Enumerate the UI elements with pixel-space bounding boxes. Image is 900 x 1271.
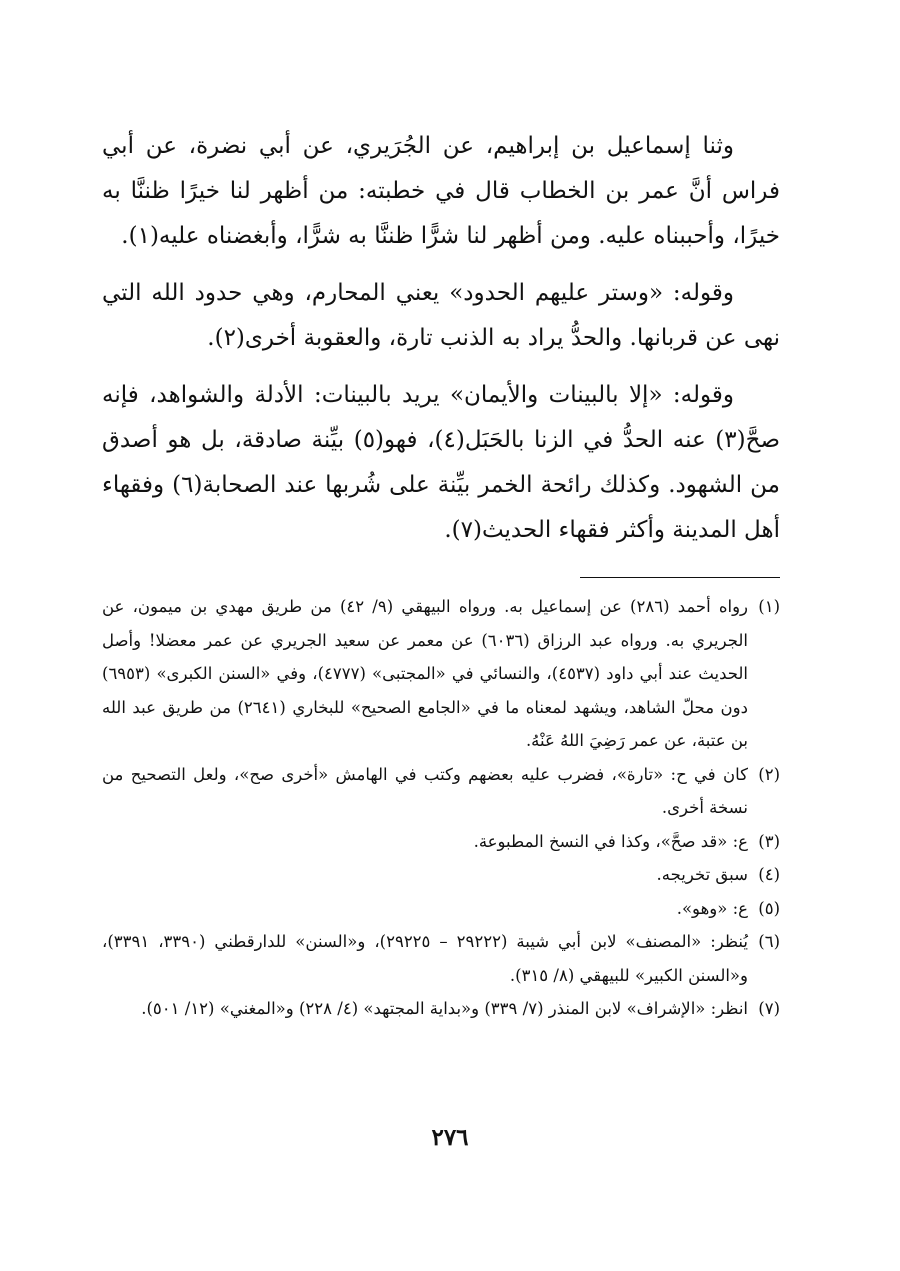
paragraph-1: وثنا إسماعيل بن إبراهيم، عن الجُرَيري، عن أبي نضرة، عن أبي فراس أنَّ عمر بن الخطاب قال في خطبته: من أظهر لنا خيرًا ظننَّا به خيرًا، وأحببناه عليه. ومن أظهر لنا شرًّا ظننَّا به شرًّا، وأبغضناه عليه(١). [102, 133, 780, 249]
footnote-6 [102, 925, 780, 992]
footnote-text: كان في ح: «تارة»، فضرب عليه بعضهم وكتب في الهامش «أخرى صح»، ولعل التصحيح من نسخة أخرى. [102, 764, 748, 817]
footnote-text: يُنظر: «المصنف» لابن أبي شيبة (٢٩٢٢٢ – ٢٩٢٢٥)، و«السنن» للدارقطني (٣٣٩٠، ٣٣٩١)، و«السنن الكبير» للبيهقي (٨/ ٣١٥). [102, 932, 748, 985]
footnote-number: (٧) [758, 999, 780, 1018]
footnote-7 [102, 992, 780, 1026]
footnote-2 [102, 758, 780, 825]
footnote-text: انظر: «الإشراف» لابن المنذر (٧/ ٣٣٩) و«بداية المجتهد» (٤/ ٢٢٨) و«المغني» (١٢/ ٥٠١). [141, 999, 748, 1018]
footnote-text: ع: «وهو». [676, 898, 748, 918]
footnote-3 [102, 825, 780, 859]
paragraph-3: وقوله: «إلا بالبينات والأيمان» يريد بالبينات: الأدلة والشواهد، فإنه صحَّ(٣) عنه الحدُّ في الزنا بالحَبَل(٤)، فهو(٥) بيِّنة صادقة، بل هو أصدق من الشهود. وكذلك رائحة الخمر بيِّنة على شُربها عند الصحابة(٦) وفقهاء أهل المدينة وأكثر فقهاء الحديث(٧). [102, 382, 780, 543]
footnote-text: رواه أحمد (٢٨٦) عن إسماعيل به. ورواه البيهقي (٩/ ٤٢) من طريق مهدي بن ميمون، عن الجريري به. ورواه عبد الرزاق (٦٠٣٦) عن معمر عن سعيد الجريري عن عمر معضلا! وأصل الحديث عند أبي داود (٤٥٣٧)، والنسائي في «المجتبى» (٤٧٧٧)، وفي «السنن الكبرى» (٦٩٥٣) دون محلّ الشاهد، ويشهد لمعناه ما في «الجامع الصحيح» للبخاري (٢٦٤١) من طريق عبد الله بن عتبة، عن عمر رَضِيَ اللهُ عَنْهُ. [102, 597, 749, 750]
main-text [102, 124, 780, 565]
page-number: ٢٧٦ [431, 1124, 469, 1151]
footnote-number: (٢) [758, 764, 780, 784]
footnote-1 [102, 590, 780, 758]
footnote-5 [102, 892, 780, 926]
footnote-number: (٣) [758, 831, 780, 851]
footnote-separator [580, 577, 780, 578]
footnote-number: (٤) [758, 865, 780, 884]
paragraph-2: وقوله: «وستر عليهم الحدود» يعني المحارم، وهي حدود الله التي نهى عن قربانها. والحدُّ يراد به الذنب تارة، والعقوبة أخرى(٢). [102, 280, 780, 351]
footnote-number: (٥) [758, 898, 780, 918]
footnote-4 [102, 858, 780, 892]
footnotes [102, 590, 780, 1026]
footnote-text: سبق تخريجه. [656, 865, 748, 884]
footnote-number: (١) [758, 597, 780, 616]
footnote-text: ع: «قد صحَّ»، وكذا في النسخ المطبوعة. [473, 831, 748, 851]
footnote-number: (٦) [758, 932, 780, 951]
